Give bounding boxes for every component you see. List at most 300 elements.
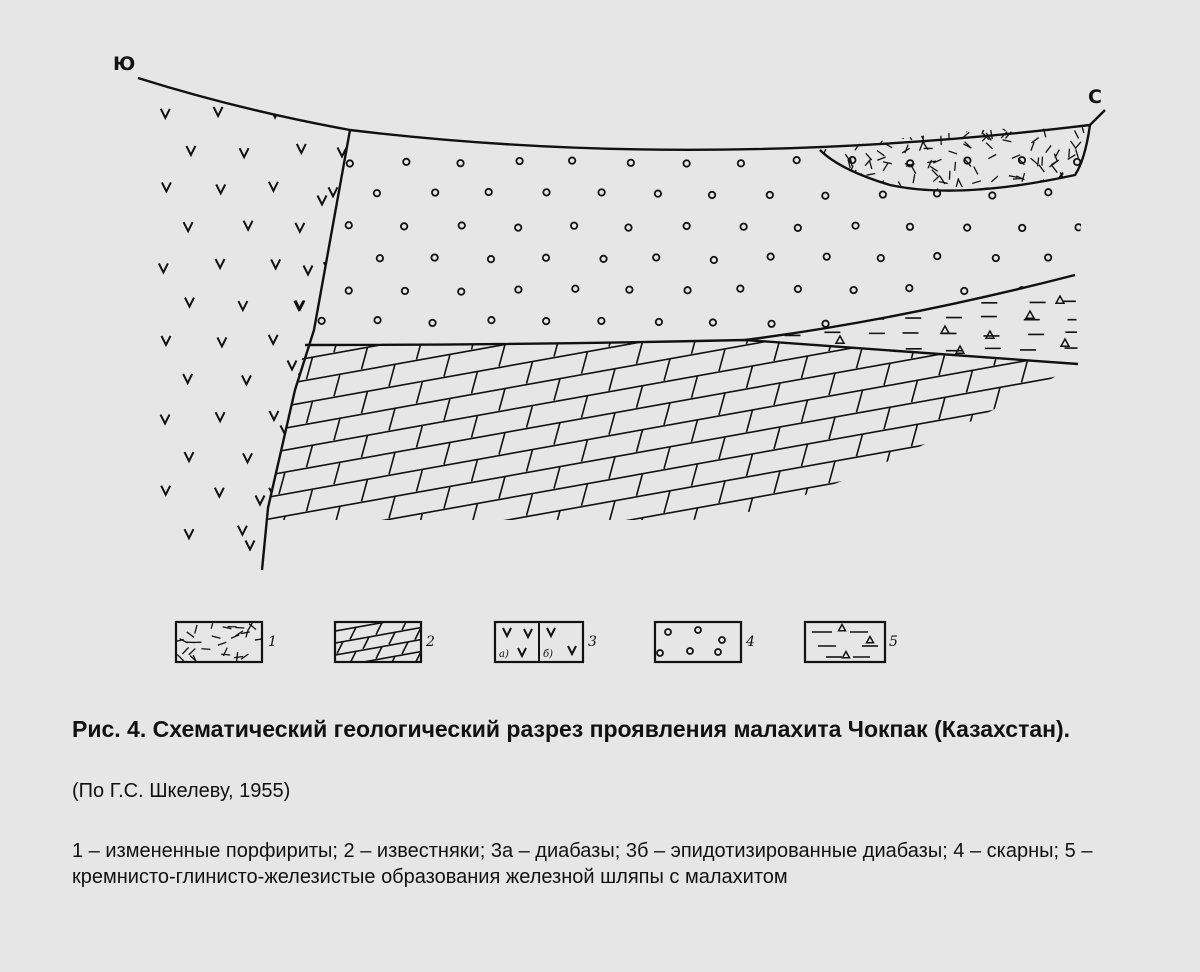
joint-line: [389, 540, 395, 562]
dash-mark: [988, 154, 996, 158]
joint-line: [307, 489, 313, 511]
joint-line: [389, 496, 395, 518]
joint-line: [311, 670, 317, 682]
dash-mark: [833, 181, 839, 188]
joint-line: [389, 452, 395, 474]
joint-line: [884, 495, 890, 517]
joint-line: [939, 265, 945, 287]
dash-mark: [1079, 187, 1081, 196]
dash-mark: [839, 195, 846, 200]
joint-line: [362, 523, 368, 545]
dash-mark: [974, 167, 978, 175]
joint-line: [609, 281, 615, 303]
dash-mark: [218, 642, 226, 645]
joint-line: [417, 381, 423, 403]
joint-line: [1049, 334, 1055, 356]
bed-line: [230, 388, 1120, 548]
joint-line: [1049, 202, 1055, 224]
joint-line: [912, 248, 918, 270]
legend: [175, 615, 898, 682]
dash-mark: [911, 166, 915, 174]
joint-line: [664, 491, 670, 513]
o-mark: [431, 254, 437, 260]
joint-line: [472, 459, 478, 481]
dash-mark: [1031, 142, 1034, 150]
joint-line: [554, 423, 560, 445]
v-mark: [238, 301, 247, 310]
joint-line: [499, 521, 505, 543]
joint-line: [1077, 439, 1083, 461]
dash-mark: [877, 157, 885, 160]
dash-mark: [982, 126, 985, 134]
bed-line: [230, 454, 1120, 614]
joint-line: [967, 238, 973, 260]
joint-line: [362, 435, 368, 457]
o-mark: [377, 255, 383, 261]
joint-line: [499, 477, 505, 499]
o-mark: [1045, 189, 1051, 195]
o-mark: [738, 160, 744, 166]
v-mark: [161, 109, 170, 118]
o-mark: [429, 320, 435, 326]
dash-mark: [1084, 180, 1091, 185]
joint-line: [1077, 351, 1083, 373]
dash-mark: [1031, 138, 1038, 143]
joint-line: [362, 479, 368, 501]
v-mark: [256, 496, 265, 505]
dash-mark: [998, 126, 1005, 131]
o-mark: [824, 253, 830, 259]
joint-line: [637, 298, 643, 320]
joint-line: [939, 397, 945, 419]
o-mark: [737, 285, 743, 291]
o-mark: [571, 222, 577, 228]
joint-line: [1022, 404, 1028, 426]
joint-line: [499, 345, 505, 367]
dike-contact-line: [262, 130, 350, 570]
joint-line: [609, 501, 615, 523]
dash-mark: [880, 128, 889, 129]
joint-line: [609, 369, 615, 391]
v-mark: [184, 452, 193, 461]
joint-line: [307, 357, 313, 379]
joint-line: [337, 642, 343, 654]
o-mark: [515, 286, 521, 292]
dash-mark: [1031, 158, 1038, 164]
joint-line: [169, 492, 175, 514]
o-mark: [687, 648, 693, 654]
joint-line: [389, 408, 395, 430]
v-mark: [318, 196, 327, 205]
v-mark: [288, 361, 297, 370]
joint-line: [197, 553, 203, 575]
o-mark: [653, 254, 659, 260]
joint-line: [692, 288, 698, 310]
joint-line: [1077, 527, 1083, 549]
o-mark: [402, 288, 408, 294]
joint-line: [527, 450, 533, 472]
joint-line: [402, 642, 408, 654]
triangle-mark: [1026, 311, 1034, 318]
legend-number: 1: [268, 634, 277, 650]
joint-line: [472, 503, 478, 525]
dash-mark: [177, 655, 183, 661]
o-mark: [569, 157, 575, 163]
triangle-mark: [941, 326, 949, 333]
joint-line: [747, 366, 753, 388]
dash-mark: [863, 130, 865, 139]
v-mark: [216, 412, 225, 421]
dash-mark: [835, 169, 839, 177]
v-mark: [297, 144, 306, 153]
dash-mark: [869, 160, 871, 169]
joint-line: [363, 637, 369, 649]
v-mark: [568, 646, 576, 654]
joint-line: [1049, 510, 1055, 532]
joint-line: [307, 665, 313, 687]
o-mark: [572, 286, 578, 292]
o-mark: [1019, 225, 1025, 231]
o-mark: [1047, 321, 1053, 327]
joint-line: [1049, 290, 1055, 312]
o-mark: [683, 223, 689, 229]
v-mark: [216, 259, 225, 268]
joint-line: [912, 468, 918, 490]
joint-line: [169, 668, 175, 690]
joint-line: [719, 525, 725, 547]
figure-legend-text: 1 – измененные порфириты; 2 – известняки; 3а – диабазы; 3б – эпидотизированные диабазы; 4 – скарны; 5 – кремнисто-глинисто-железистые образования железной шляпы с малахитом: [72, 840, 1093, 888]
joint-line: [444, 442, 450, 464]
joint-line: [1104, 456, 1110, 478]
dash-mark: [822, 134, 827, 142]
dash-mark: [870, 181, 876, 188]
joint-line: [362, 655, 368, 677]
v-mark: [161, 486, 170, 495]
dash-mark: [894, 195, 895, 204]
joint-line: [197, 421, 203, 443]
dash-mark: [1052, 165, 1057, 172]
joint-line: [252, 455, 258, 477]
joint-line: [527, 494, 533, 516]
v-mark: [295, 223, 304, 232]
joint-line: [307, 401, 313, 423]
v-mark: [351, 145, 360, 154]
o-mark: [878, 255, 884, 261]
dash-mark: [912, 126, 918, 133]
o-mark: [1075, 224, 1081, 230]
joint-line: [298, 637, 304, 649]
joint-line: [389, 632, 395, 644]
dash-mark: [825, 165, 830, 172]
joint-line: [197, 465, 203, 487]
dash-mark: [857, 137, 863, 144]
o-mark: [485, 189, 491, 195]
dash-mark: [1070, 141, 1075, 148]
dash-mark: [1039, 165, 1044, 172]
joint-line: [994, 519, 1000, 541]
dash-mark: [893, 193, 895, 202]
v-mark: [271, 259, 280, 268]
joint-line: [774, 383, 780, 405]
v-mark: [351, 297, 360, 306]
dash-mark: [234, 657, 243, 658]
joint-line: [939, 529, 945, 551]
joint-line: [499, 433, 505, 455]
joint-line: [279, 648, 285, 670]
o-mark: [347, 160, 353, 166]
o-mark: [665, 629, 671, 635]
dash-mark: [895, 135, 903, 138]
joint-line: [857, 434, 863, 456]
joint-line: [224, 614, 230, 636]
joint-line: [527, 538, 533, 560]
o-mark: [767, 192, 773, 198]
joint-line: [324, 632, 330, 644]
dash-mark: [1079, 176, 1088, 178]
dash-mark: [1038, 157, 1039, 166]
joint-line: [774, 295, 780, 317]
dash-mark: [182, 647, 188, 654]
joint-line: [747, 454, 753, 476]
section-boundaries: [138, 78, 1105, 570]
dash-mark: [840, 171, 848, 176]
joint-line: [582, 528, 588, 550]
o-mark: [457, 160, 463, 166]
triangle-mark: [956, 346, 964, 353]
joint-line: [307, 621, 313, 643]
dash-mark: [1051, 160, 1059, 165]
bed-line: [230, 300, 1120, 460]
joint-line: [664, 271, 670, 293]
joint-line: [197, 641, 203, 663]
o-mark: [880, 191, 886, 197]
o-mark: [793, 157, 799, 163]
o-mark: [655, 190, 661, 196]
o-mark: [598, 189, 604, 195]
o-mark: [346, 222, 352, 228]
v-mark: [161, 336, 170, 345]
v-mark: [244, 221, 253, 230]
joint-line: [279, 472, 285, 494]
joint-line: [444, 310, 450, 332]
joint-line: [802, 400, 808, 422]
bed-line: [230, 366, 1120, 526]
o-mark: [961, 288, 967, 294]
joint-line: [582, 572, 588, 594]
joint-line: [279, 604, 285, 626]
joint-line: [527, 582, 533, 604]
joint-line: [912, 424, 918, 446]
v-mark: [327, 490, 336, 499]
o-mark: [346, 287, 352, 293]
dash-mark: [212, 636, 221, 638]
joint-line: [252, 499, 258, 521]
joint-line: [692, 464, 698, 486]
dash-mark: [189, 649, 195, 655]
dash-mark: [221, 654, 230, 655]
triangle-mark: [1061, 339, 1069, 346]
v-mark: [296, 301, 305, 310]
dash-mark: [1074, 181, 1083, 184]
v-mark: [524, 629, 532, 637]
joint-line: [884, 539, 890, 561]
joint-line: [224, 526, 230, 548]
joint-line: [252, 367, 258, 389]
o-mark: [822, 321, 828, 327]
joint-line: [324, 656, 330, 668]
dash-mark: [949, 151, 958, 154]
joint-line: [472, 415, 478, 437]
o-mark: [515, 224, 521, 230]
joint-line: [444, 618, 450, 640]
joint-line: [912, 380, 918, 402]
v-mark: [348, 529, 357, 538]
joint-line: [802, 444, 808, 466]
v-mark: [352, 221, 361, 230]
o-mark: [684, 287, 690, 293]
joint-line: [197, 509, 203, 531]
o-mark: [432, 189, 438, 195]
joint-line: [224, 570, 230, 592]
v-mark: [184, 529, 193, 538]
joint-line: [1104, 236, 1110, 258]
legend-item-4: [655, 622, 755, 662]
v-mark: [298, 453, 307, 462]
direction-south-label: Ю: [113, 53, 136, 75]
joint-line: [829, 373, 835, 395]
joint-line: [279, 560, 285, 582]
joint-line: [499, 301, 505, 323]
joint-line: [719, 481, 725, 503]
v-mark: [183, 374, 192, 383]
dash-mark: [838, 136, 846, 140]
joint-line: [609, 457, 615, 479]
joint-line: [802, 356, 808, 378]
dash-mark: [850, 126, 857, 131]
dash-mark: [1021, 187, 1025, 195]
o-mark: [795, 286, 801, 292]
joint-line: [554, 511, 560, 533]
dash-mark: [986, 143, 993, 149]
joint-line: [912, 556, 918, 578]
joint-line: [252, 587, 258, 609]
o-mark: [543, 318, 549, 324]
joint-line: [967, 458, 973, 480]
joint-line: [376, 623, 382, 635]
v-mark: [238, 526, 247, 535]
joint-line: [1022, 536, 1028, 558]
gossan-region: [783, 296, 1084, 368]
v-mark: [184, 222, 193, 231]
joint-line: [444, 530, 450, 552]
dash-mark: [850, 157, 852, 166]
dash-mark: [966, 126, 973, 132]
o-mark: [795, 225, 801, 231]
dash-mark: [818, 127, 826, 132]
dash-mark: [900, 192, 903, 201]
joint-line: [857, 566, 863, 588]
o-mark: [711, 257, 717, 263]
joint-line: [609, 589, 615, 611]
o-mark: [516, 158, 522, 164]
v-mark: [547, 628, 555, 636]
o-mark: [907, 224, 913, 230]
joint-line: [337, 666, 343, 678]
dash-mark: [824, 158, 829, 165]
joint-line: [774, 515, 780, 537]
joint-line: [829, 461, 835, 483]
joint-line: [169, 448, 175, 470]
o-mark: [488, 317, 494, 323]
joint-line: [389, 320, 395, 342]
joint-line: [279, 384, 285, 406]
dash-mark: [1006, 193, 1011, 200]
o-mark: [906, 285, 912, 291]
joint-line: [582, 440, 588, 462]
joint-line: [912, 512, 918, 534]
o-mark: [543, 255, 549, 261]
joint-line: [444, 354, 450, 376]
joint-line: [554, 467, 560, 489]
joint-line: [279, 516, 285, 538]
o-mark: [374, 317, 380, 323]
joint-line: [224, 438, 230, 460]
dash-mark: [1025, 196, 1034, 199]
ore-lens-outline: [820, 125, 1090, 191]
dash-mark: [1069, 149, 1070, 158]
dash-mark: [1075, 130, 1079, 138]
dash-mark: [860, 135, 868, 140]
dash-mark: [827, 159, 829, 168]
surface-line: [138, 78, 1105, 150]
dash-mark: [859, 189, 860, 198]
triangle-mark: [836, 336, 844, 343]
dash-mark: [1055, 150, 1059, 158]
joint-line: [389, 584, 395, 606]
joint-line: [499, 565, 505, 587]
joint-line: [472, 547, 478, 569]
joint-line: [719, 261, 725, 283]
o-mark: [934, 253, 940, 259]
v-mark: [242, 375, 251, 384]
o-mark: [719, 637, 725, 643]
direction-north-label: С: [1088, 86, 1102, 108]
bed-line: [230, 344, 1120, 504]
joint-line: [692, 376, 698, 398]
joint-line: [692, 508, 698, 530]
joint-line: [692, 332, 698, 354]
dash-mark: [855, 197, 864, 199]
dash-mark: [820, 131, 824, 139]
joint-line: [637, 474, 643, 496]
triangle-mark: [1056, 296, 1064, 303]
dash-mark: [996, 193, 1005, 196]
joint-line: [554, 599, 560, 621]
joint-line: [637, 518, 643, 540]
bed-line: [230, 410, 1120, 570]
legend-item-3: [495, 622, 597, 662]
joint-line: [884, 407, 890, 429]
joint-line: [609, 413, 615, 435]
joint-line: [994, 475, 1000, 497]
joint-line: [311, 646, 317, 658]
o-mark: [318, 318, 324, 324]
legend-number: 5: [889, 634, 898, 650]
joint-line: [417, 557, 423, 579]
o-mark: [600, 256, 606, 262]
joint-line: [774, 427, 780, 449]
joint-line: [1077, 263, 1083, 285]
